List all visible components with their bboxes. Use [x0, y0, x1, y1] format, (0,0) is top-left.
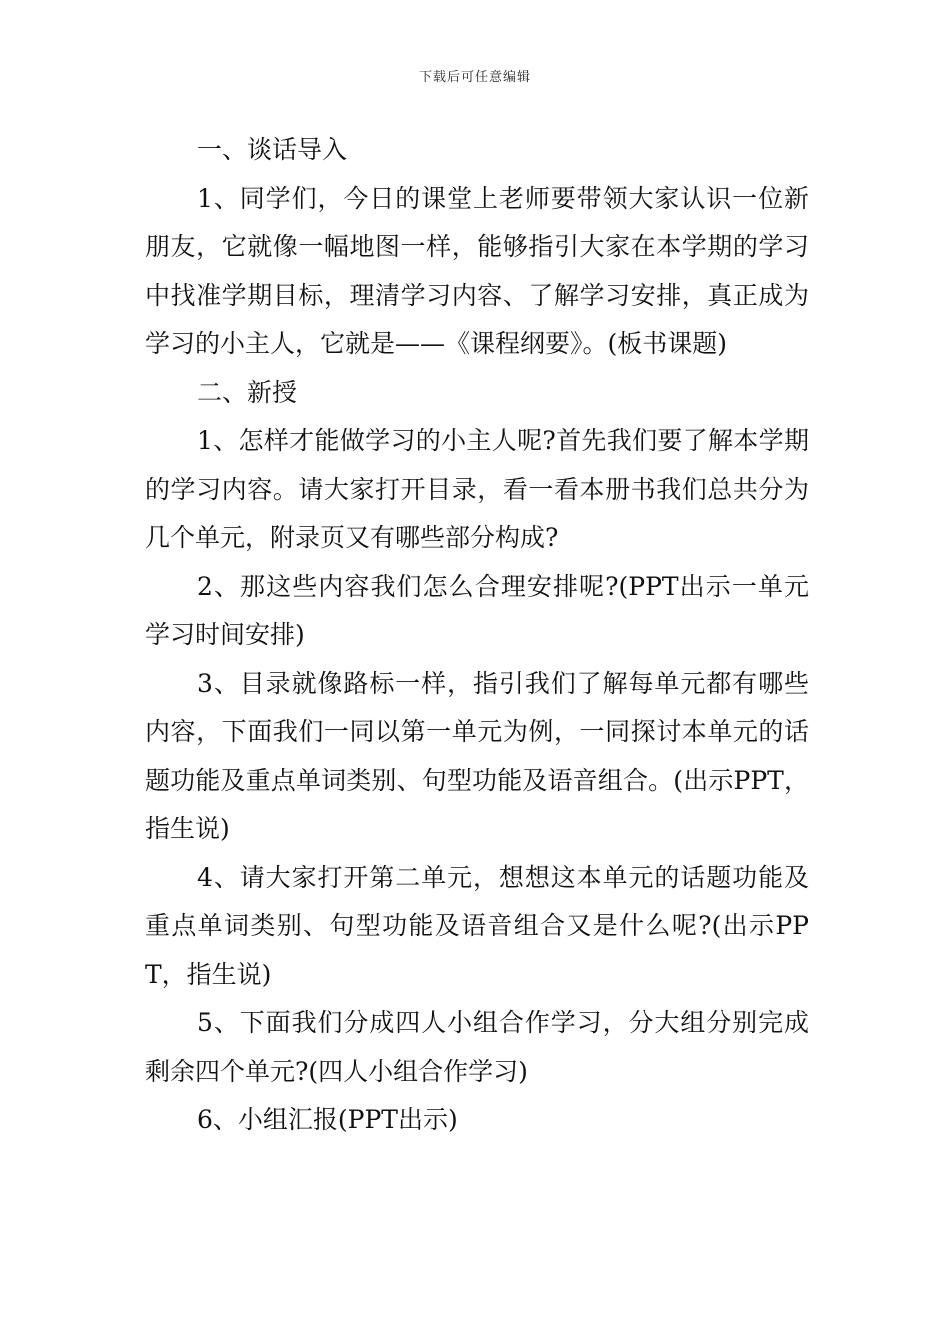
section-heading-new-lesson: 二、新授 [197, 377, 298, 407]
document-body [145, 126, 809, 1145]
paragraph-new-3: 3、目录就像路标一样，指引我们了解每单元都有哪些内容，下面我们一同以第一单元为例，一同探讨本单元的话题功能及重点单词类别、句型功能及语音组合。(出示PPT，指生说) [145, 668, 809, 843]
page-header: 下载后可任意编辑 [418, 70, 531, 85]
section-heading-intro: 一、谈话导入 [197, 135, 348, 164]
paragraph-new-1: 1、怎样才能做学习的小主人呢?首先我们要了解本学期的学习内容。请大家打开目录，看一看本册书我们总共分为几个单元，附录页又有哪些部分构成? [145, 426, 809, 552]
paragraph-new-2: 2、那这些内容我们怎么合理安排呢?(PPT出示一单元学习时间安排) [145, 571, 809, 649]
paragraph-new-5: 5、下面我们分成四人小组合作学习，分大组分别完成剩余四个单元?(四人小组合作学习) [145, 1008, 809, 1086]
paragraph-new-6: 6、小组汇报(PPT出示) [197, 1105, 458, 1134]
paragraph-intro-1: 1、同学们，今日的课堂上老师要带领大家认识一位新朋友，它就像一幅地图一样，能够指引大家在本学期的学习中找准学期目标，理清学习内容、了解学习安排，真正成为学习的小主人，它就是——《课程纲要》。(板书课题) [145, 183, 809, 358]
paragraph-new-4: 4、请大家打开第二单元，想想这本单元的话题功能及重点单词类别、句型功能及语音组合又是什么呢?(出示PPT，指生说) [145, 862, 809, 989]
